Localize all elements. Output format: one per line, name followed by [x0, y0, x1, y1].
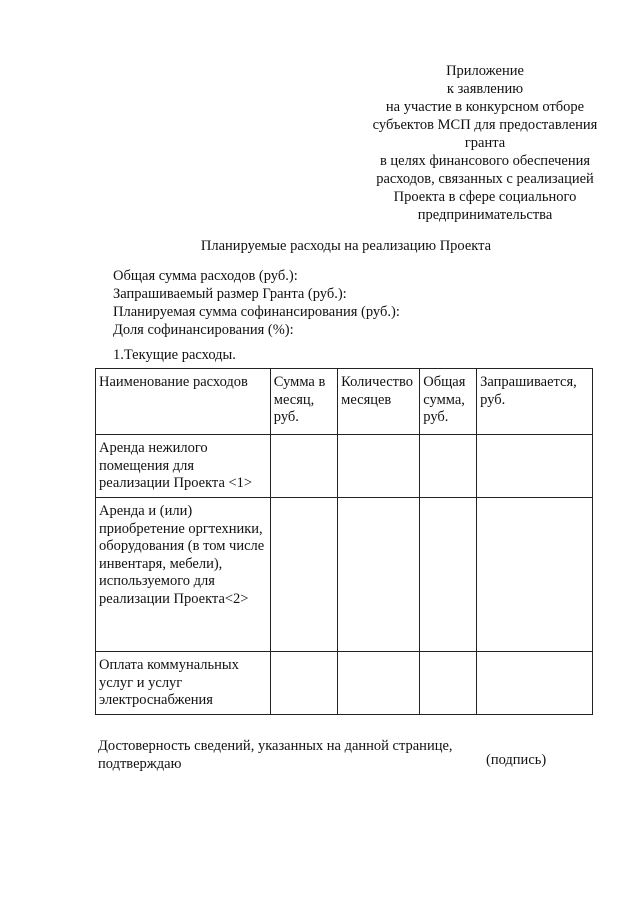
appendix-header: [344, 62, 626, 224]
appendix-line: гранта: [464, 135, 506, 151]
table-row: [96, 435, 593, 498]
cell-requested[interactable]: [477, 498, 593, 652]
table-row: [96, 652, 593, 715]
cell-total-amount[interactable]: [420, 652, 477, 715]
cell-total-amount[interactable]: [420, 498, 477, 652]
appendix-line: Проекта в сфере социального: [393, 189, 577, 205]
appendix-line: предпринимательства: [417, 207, 553, 223]
table-row: [96, 498, 593, 652]
cell-monthly-amount[interactable]: [270, 498, 337, 652]
appendix-line: к заявлению: [446, 81, 524, 97]
summary-cofinancing-amount: Планируемая сумма софинансирования (руб.):: [113, 304, 400, 320]
appendix-line: субъектов МСП для предоставления: [372, 117, 598, 133]
cell-months-count[interactable]: [338, 652, 420, 715]
header-total-amount: Общая сумма, руб.: [420, 369, 477, 435]
summary-requested-grant: Запрашиваемый размер Гранта (руб.):: [113, 286, 347, 302]
summary-block: [113, 267, 400, 339]
appendix-line: на участие в конкурсном отборе: [385, 99, 585, 115]
signature-label: (подпись): [486, 752, 547, 768]
appendix-line: Приложение: [446, 63, 524, 79]
header-months-count: Количество месяцев: [338, 369, 420, 435]
summary-cofinancing-share: Доля софинансирования (%):: [113, 322, 294, 338]
cell-total-amount[interactable]: [420, 435, 477, 498]
header-requested: Запрашивается, руб.: [477, 369, 593, 435]
header-monthly-amount: Сумма в месяц, руб.: [270, 369, 337, 435]
cell-expense-name: Аренда и (или) приобретение оргтехники, оборудования (в том числе инвентаря, мебели), используемого для реализации Проекта<2>: [96, 498, 271, 652]
cell-monthly-amount[interactable]: [270, 652, 337, 715]
appendix-line: расходов, связанных с реализацией: [376, 171, 594, 187]
section-label: 1.Текущие расходы.: [113, 347, 236, 363]
cell-requested[interactable]: [477, 652, 593, 715]
current-expenses-table: [95, 368, 593, 715]
header-expense-name: Наименование расходов: [96, 369, 271, 435]
confirmation-line: подтверждаю: [98, 756, 182, 772]
table-header-row: [96, 369, 593, 435]
cell-months-count[interactable]: [338, 498, 420, 652]
cell-monthly-amount[interactable]: [270, 435, 337, 498]
appendix-line: в целях финансового обеспечения: [379, 153, 591, 169]
cell-expense-name: Оплата коммунальных услуг и услуг электроснабжения: [96, 652, 271, 715]
document-title: Планируемые расходы на реализацию Проекта: [200, 238, 492, 254]
summary-total-expenses: Общая сумма расходов (руб.):: [113, 268, 298, 284]
cell-months-count[interactable]: [338, 435, 420, 498]
confirmation-line: Достоверность сведений, указанных на данной странице,: [98, 738, 453, 754]
cell-expense-name: Аренда нежилого помещения для реализации Проекта <1>: [96, 435, 271, 498]
cell-requested[interactable]: [477, 435, 593, 498]
